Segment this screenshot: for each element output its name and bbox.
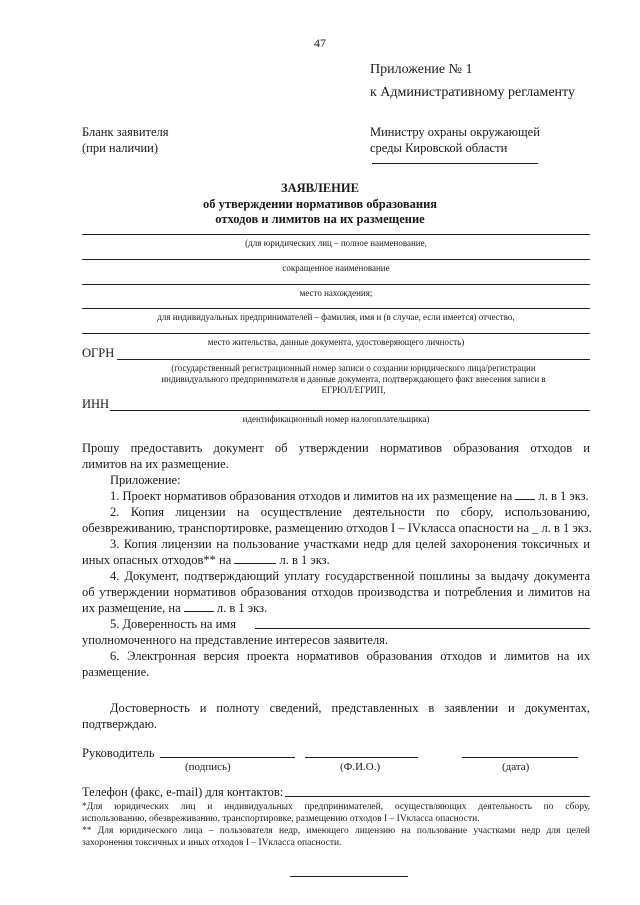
- footnote-2-line1: ** Для юридического лица – пользователя недр, имеющего лицензию на пользование участками недр для целей: [82, 826, 590, 836]
- item6-line2: размещение.: [82, 665, 150, 679]
- addressee-line1: Министру охраны окружающей: [370, 125, 540, 139]
- item6-line1: 6. Электронная версия проекта нормативов образования отходов и лимитов на их: [110, 649, 590, 663]
- footnote-1-line2: использованию, обезвреживанию, транспортировке, размещению отходов I – IVкласса опасности.: [82, 814, 480, 824]
- addressee-line2: среды Кировской области: [370, 141, 508, 155]
- item4-text: их размещение, на: [82, 601, 181, 615]
- location-caption: место нахождения;: [299, 288, 373, 298]
- inn-label: ИНН: [82, 397, 110, 411]
- short-name-caption: сокращенное наименование: [282, 263, 390, 273]
- date-field[interactable]: [462, 757, 578, 758]
- fio-caption: (Ф.И.О.): [340, 761, 381, 773]
- document-title: ЗАЯВЛЕНИЕ: [281, 181, 359, 195]
- item3-text: иных опасных отходов** на: [82, 553, 232, 567]
- attachment-item-4: [82, 600, 267, 617]
- attachment-item-3: [82, 552, 330, 569]
- item4-line2: об утверждении нормативов образования отходов производства и потребления и лимитов на: [82, 585, 590, 599]
- footnote-1-line1: *Для юридических лиц и индивидуальных предпринимателей, осуществляющих деятельность по сбору,: [82, 802, 590, 812]
- end-separator: [290, 876, 408, 877]
- phone-field[interactable]: [285, 796, 590, 797]
- item4-line1: 4. Документ, подтверждающий уплату государственной пошлины за выдачу документа: [110, 569, 590, 583]
- item5-line2: уполномоченного на представление интересов заявителя.: [82, 633, 389, 647]
- inn-field[interactable]: [110, 410, 590, 411]
- attachments-title: Приложение:: [110, 473, 181, 487]
- applicant-letterhead-label: Бланк заявителя: [82, 125, 169, 139]
- ogrn-caption-line3: ЕГРЮЛ/ЕГРИП,: [321, 385, 386, 395]
- item5-text: 5. Доверенность на имя: [110, 617, 236, 631]
- request-line1: Прошу предоставить документ об утверждении нормативов образования отходов и: [82, 441, 590, 455]
- item3-line1: 3. Копия лицензии на пользование участками недр для целей захоронения токсичных и: [110, 537, 590, 551]
- item3-pages-blank[interactable]: [234, 552, 276, 564]
- proxy-name-field[interactable]: [255, 628, 590, 629]
- item1-pages-blank[interactable]: [515, 488, 535, 500]
- appendix-number: Приложение № 1: [370, 62, 473, 77]
- confirm-line2: подтверждаю.: [82, 717, 158, 731]
- document-subtitle-line2: отходов и лимитов на их размещение: [215, 212, 425, 226]
- ip-name-field[interactable]: [82, 308, 590, 309]
- date-caption: (дата): [502, 761, 530, 773]
- short-name-field[interactable]: [82, 259, 590, 260]
- location-field[interactable]: [82, 284, 590, 285]
- ogrn-field[interactable]: [117, 359, 590, 360]
- item4-pages-blank[interactable]: [184, 600, 214, 612]
- addressee-underline: [372, 163, 538, 164]
- full-name-field[interactable]: [82, 234, 590, 235]
- ip-name-caption: для индивидуальных предпринимателей – фамилия, имя и (в случае, если имеется) отчество,: [157, 312, 515, 322]
- signature-field[interactable]: [160, 757, 295, 758]
- appendix-regulation: к Административному регламенту: [370, 85, 575, 100]
- signature-caption: (подпись): [185, 761, 231, 773]
- residence-caption: место жительства, данные документа, удостоверяющего личность): [207, 337, 465, 347]
- attachment-item-1: [110, 488, 589, 505]
- fio-field[interactable]: [305, 757, 418, 758]
- inn-caption: идентификационный номер налогоплательщика): [242, 414, 430, 424]
- head-label: Руководитель: [82, 746, 155, 760]
- residence-field[interactable]: [82, 333, 590, 334]
- ogrn-label: ОГРН: [82, 346, 115, 360]
- footnote-2-line2: захоронения токсичных и иных отходов I – IVкласса опасности.: [82, 838, 342, 848]
- item2-line1: 2. Копия лицензии на осуществление деятельности по сбору, использованию,: [110, 505, 590, 519]
- ogrn-caption: [117, 363, 590, 396]
- page-number: 47: [314, 36, 326, 50]
- item1-suffix: л. в 1 экз.: [538, 489, 589, 503]
- phone-label: Телефон (факс, e-mail) для контактов:: [82, 785, 284, 799]
- full-name-caption: (для юридических лиц – полное наименование,: [245, 238, 427, 248]
- ogrn-caption-line1: (государственный регистрационный номер записи о создании юридического лица/регистрации: [171, 363, 536, 373]
- ogrn-caption-line2: индивидуального предпринимателя и данные документа, подтверждающего факт внесения записи в: [161, 374, 546, 384]
- item1-text: 1. Проект нормативов образования отходов и лимитов на их размещение на: [110, 489, 513, 503]
- request-line2: лимитов на их размещение.: [82, 457, 229, 471]
- item3-suffix: л. в 1 экз.: [279, 553, 330, 567]
- confirm-line1: Достоверность и полноту сведений, представленных в заявлении и документах,: [110, 701, 590, 715]
- item2-line2: обезвреживанию, транспортировке, размещению отходов I – IVкласса опасности на _ л. в 1 экз.: [82, 521, 592, 535]
- item4-suffix: л. в 1 экз.: [216, 601, 268, 615]
- applicant-letterhead-note: (при наличии): [82, 141, 159, 155]
- document-subtitle-line1: об утверждении нормативов образования: [202, 197, 438, 211]
